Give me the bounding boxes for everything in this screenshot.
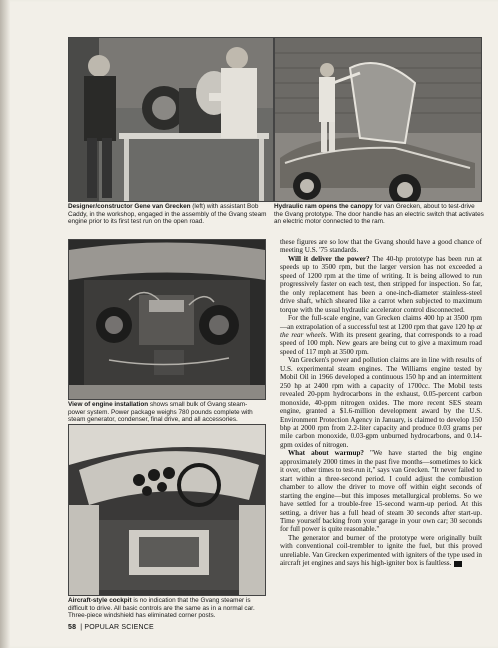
paragraph-text: "We have started the big engine approximately 2000 times in the past five months—sometimes to kick it over, other times to test-run it," says van Grecken. "It never failed to start within a three-second period. I could adjust the combustion chamber to allow the driver to move off within eight seconds of starting the engine—but this imposes metallurgical problems. So we have settled for a trouble-free 15-second warm-up period. At this setting, a driver has a full head of steam 30 seconds after start-up. Time yourself backing from your garage in your own car; 30 seconds for full power is quite reasonable." (280, 449, 482, 534)
caption-lead: Aircraft-style cockpit (68, 597, 132, 604)
article-paragraph: these figures are so low that the Gvang should have a good chance of meeting U.S. '75 standards. (280, 238, 482, 255)
paragraph-text: For the full-scale engine, van Grecken claims 400 hp at 3500 rpm—an extrapolation of a successful test at 1200 rpm that gave 120 hp (280, 314, 482, 331)
paragraph-text: The generator and burner of the prototype were originally built with conventional coil-trembler to ignite the fuel, but this proved unreliable. Van Grecken experimented with igniters of the type used in aircraft jet engines and says his high-igniter box is faultless. (280, 533, 482, 568)
caption-text: is no indication that the Gvang steamer is difficult to drive. All basic controls are the same as in a normal car. Three-piece windshield has eliminated corner posts. (68, 597, 255, 620)
article-paragraph (280, 255, 482, 314)
caption-engine (68, 401, 264, 424)
subhead: What about warmup? (288, 449, 364, 458)
caption-text: for van Grecken, about to test-drive the Gvang prototype. The door handle has an electric switch that activates an electric motor connected to the ram. (274, 203, 484, 226)
caption-canopy (274, 203, 484, 226)
page-number: 58 (68, 624, 77, 631)
paragraph-text: The 40-hp prototype has been run at speeds up to 3500 rpm, but the larger version has not exceeded a speed of 1200 rpm at the time of writing. It is being allowed to run progressively faster on each test, then stripped for inspection. So far, the only replacement has been a one-inch-diameter stainless-steel drive shaft, which sheared like a carrot when subjected to maximum torque with the usual hydraulic accelerator control disconnected. (280, 254, 482, 314)
photo-cockpit (68, 424, 266, 596)
subhead: Will it deliver the power? (288, 254, 370, 263)
photo-engine-installation (68, 239, 266, 400)
footer-separator: | (80, 624, 83, 631)
caption-workshop (68, 203, 274, 226)
magazine-name: POPULAR SCIENCE (84, 624, 154, 631)
article-body (280, 238, 482, 568)
caption-cockpit (68, 597, 264, 620)
photo-workshop-assembly (68, 37, 274, 202)
article-paragraph (280, 534, 482, 568)
caption-lead: View of engine installation (68, 401, 149, 408)
emphasis-text: at the rear wheels. (280, 322, 482, 339)
paragraph-text: With its present gearing, that corresponds to a road speed of 100 mph. New gears are being cut to give a maximum road speed of 117 mph at 3500 rpm. (280, 330, 482, 356)
page-spine-shadow (0, 0, 10, 648)
article-paragraph (280, 449, 482, 534)
caption-lead: Hydraulic ram opens the canopy (274, 203, 373, 210)
end-of-article-mark (454, 561, 462, 567)
caption-text: (left) with assistant Bob Caddy, in the workshop, engaged in the assembly of the Gvang steam engine prior to its first test run on the open road. (68, 203, 267, 226)
article-paragraph: Van Grecken's power and pollution claims are in line with results of U.S. experimental steam engines. The Williams engine tested by Mobil Oil in 1966 developed a continuous 150 hp and an intermittent 250 hp at 2400 rpm with a capacity of 1700cc. The Mobil tests revealed 20-ppm hydrocarbons in the exhaust, 0.05-percent carbon monoxide, 40-ppm nitrogen oxides. The more recent SES steam engine, granted a $1.6-million development award by the U.S. Environment Protection Agency in January, is claimed to develop 150 bhp at 2000 rpm from 2.2-liter capacity and produce 0.03 grams per mile carbon monoxide, 0.03-gpm unburned hydrocarbons, and 0.14-gpm oxides of nitrogen. (280, 356, 482, 449)
caption-text: shows small bulk of Gvang steam-power system. Power package weighs 780 pounds complete with steam generator, condenser, final drive, and all accessories. (68, 401, 253, 424)
page-footer (68, 624, 154, 631)
caption-lead: Designer/constructor Gene van Grecken (68, 203, 191, 210)
article-paragraph (280, 314, 482, 356)
photo-canopy-open (274, 37, 482, 202)
